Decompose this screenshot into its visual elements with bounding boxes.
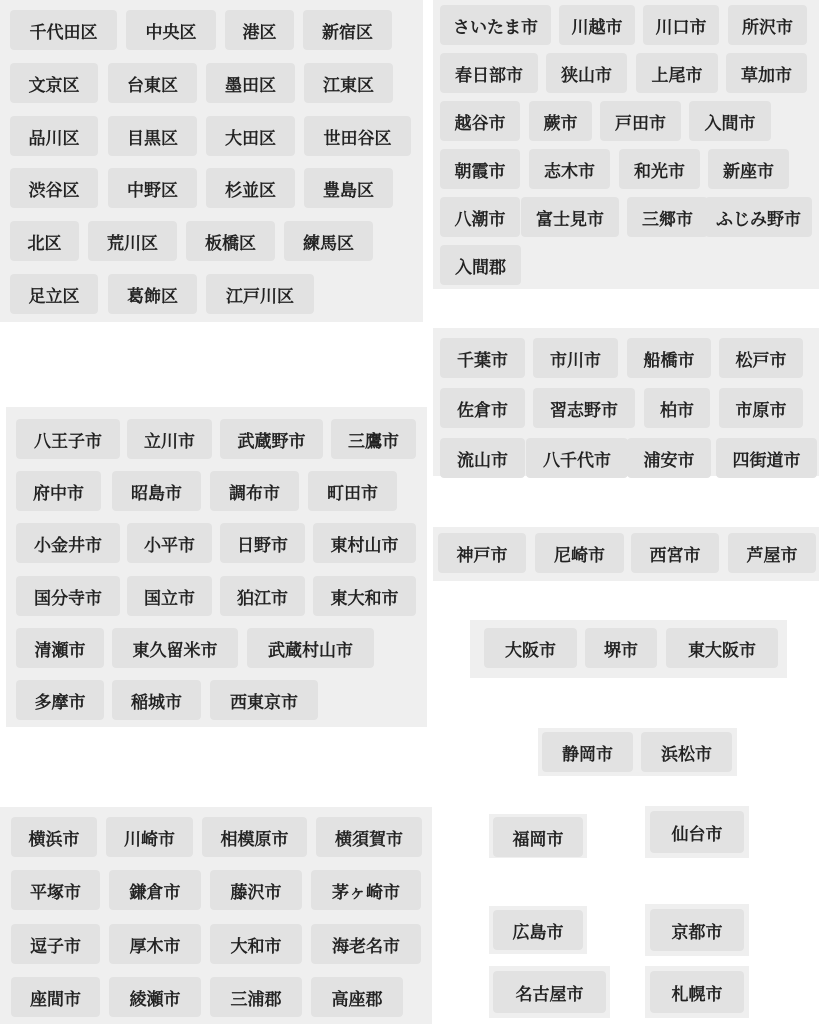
tag-yashio[interactable]: 八潮市 <box>440 197 520 237</box>
tag-koganei[interactable]: 小金井市 <box>16 523 120 563</box>
tag-sapporo[interactable]: 札幌市 <box>650 971 744 1013</box>
tag-setagaya[interactable]: 世田谷区 <box>304 116 411 156</box>
tag-toshima[interactable]: 豊島区 <box>304 168 393 208</box>
tag-kokubunji[interactable]: 国分寺市 <box>16 576 120 616</box>
nagoya-panel <box>489 966 610 1018</box>
tag-narashino[interactable]: 習志野市 <box>533 388 635 428</box>
tag-koto[interactable]: 江東区 <box>304 63 393 103</box>
tag-chofu[interactable]: 調布市 <box>210 471 299 511</box>
tag-ageo[interactable]: 上尾市 <box>636 53 718 93</box>
tag-fujimino[interactable]: ふじみ野市 <box>705 197 812 237</box>
tag-sagamihara[interactable]: 相模原市 <box>202 817 307 857</box>
tag-musashino[interactable]: 武蔵野市 <box>220 419 323 459</box>
tag-kodaira[interactable]: 小平市 <box>127 523 212 563</box>
tag-higashiosaka[interactable]: 東大阪市 <box>666 628 778 668</box>
saitama-panel <box>433 0 819 289</box>
tag-chiyoda[interactable]: 千代田区 <box>10 10 117 50</box>
tag-matsudo[interactable]: 松戸市 <box>719 338 803 378</box>
tag-higashimurayama[interactable]: 東村山市 <box>313 523 416 563</box>
tag-sakai[interactable]: 堺市 <box>585 628 657 668</box>
tag-yokohama[interactable]: 横浜市 <box>11 817 97 857</box>
tag-niiza[interactable]: 新座市 <box>708 149 789 189</box>
osaka-panel <box>470 620 787 678</box>
tag-kita[interactable]: 北区 <box>10 221 79 261</box>
tag-arakawa[interactable]: 荒川区 <box>88 221 177 261</box>
tag-yachiyo[interactable]: 八千代市 <box>526 438 628 478</box>
tag-amagasaki[interactable]: 尼崎市 <box>535 533 624 573</box>
tag-zushi[interactable]: 逗子市 <box>11 924 100 964</box>
tag-ota[interactable]: 大田区 <box>206 116 295 156</box>
tag-kyoto[interactable]: 京都市 <box>650 909 744 951</box>
tag-ashiya[interactable]: 芦屋市 <box>728 533 816 573</box>
tag-musashimurayama[interactable]: 武蔵村山市 <box>247 628 374 668</box>
tag-tokorozawa[interactable]: 所沢市 <box>728 5 807 45</box>
tag-toda[interactable]: 戸田市 <box>600 101 681 141</box>
tag-edogawa[interactable]: 江戸川区 <box>206 274 314 314</box>
tag-miura-gun[interactable]: 三浦郡 <box>210 977 302 1017</box>
tag-minato[interactable]: 港区 <box>225 10 294 50</box>
shizuoka-panel <box>538 728 737 776</box>
tag-wako[interactable]: 和光市 <box>619 149 700 189</box>
tag-taito[interactable]: 台東区 <box>108 63 197 103</box>
tag-kamakura[interactable]: 鎌倉市 <box>109 870 201 910</box>
tag-tachikawa[interactable]: 立川市 <box>127 419 212 459</box>
sendai-panel <box>645 806 749 858</box>
tag-fujisawa[interactable]: 藤沢市 <box>210 870 302 910</box>
chiba-panel <box>433 328 819 476</box>
tag-warabi[interactable]: 蕨市 <box>529 101 592 141</box>
tag-higashikurume[interactable]: 東久留米市 <box>112 628 238 668</box>
tag-atsugi[interactable]: 厚木市 <box>109 924 201 964</box>
tag-misato[interactable]: 三郷市 <box>627 197 708 237</box>
tag-hiroshima[interactable]: 広島市 <box>493 910 583 950</box>
tag-sayama[interactable]: 狭山市 <box>546 53 627 93</box>
tag-higashiyamato[interactable]: 東大和市 <box>313 576 416 616</box>
tag-ebina[interactable]: 海老名市 <box>311 924 421 964</box>
tag-sakura[interactable]: 佐倉市 <box>440 388 525 428</box>
tag-mitaka[interactable]: 三鷹市 <box>331 419 416 459</box>
tag-kawasaki[interactable]: 川崎市 <box>106 817 193 857</box>
tag-nerima[interactable]: 練馬区 <box>284 221 373 261</box>
tag-osaka[interactable]: 大阪市 <box>484 628 577 668</box>
tag-koza-gun[interactable]: 高座郡 <box>311 977 403 1017</box>
tag-yotsukaido[interactable]: 四街道市 <box>716 438 817 478</box>
tag-chuo[interactable]: 中央区 <box>126 10 216 50</box>
tag-komae[interactable]: 狛江市 <box>220 576 305 616</box>
tag-kobe[interactable]: 神戸市 <box>438 533 526 573</box>
tag-nakano[interactable]: 中野区 <box>108 168 197 208</box>
tag-hamamatsu[interactable]: 浜松市 <box>641 732 732 772</box>
tag-hiratsuka[interactable]: 平塚市 <box>11 870 100 910</box>
tag-ayase[interactable]: 綾瀬市 <box>109 977 201 1017</box>
tag-sendai[interactable]: 仙台市 <box>650 811 744 853</box>
tag-itabashi[interactable]: 板橋区 <box>186 221 275 261</box>
tag-chiba[interactable]: 千葉市 <box>440 338 525 378</box>
tag-nagoya[interactable]: 名古屋市 <box>493 971 606 1013</box>
tag-iruma-gun[interactable]: 入間郡 <box>440 245 521 285</box>
tag-nishitokyo[interactable]: 西東京市 <box>210 680 318 720</box>
tag-hino[interactable]: 日野市 <box>220 523 305 563</box>
tag-suginami[interactable]: 杉並区 <box>206 168 295 208</box>
tag-ichihara[interactable]: 市原市 <box>719 388 803 428</box>
tag-yokosuka[interactable]: 横須賀市 <box>316 817 422 857</box>
tag-sumida[interactable]: 墨田区 <box>206 63 295 103</box>
tag-fukuoka[interactable]: 福岡市 <box>493 817 583 857</box>
tag-nishinomiya[interactable]: 西宮市 <box>631 533 719 573</box>
tag-tama[interactable]: 多摩市 <box>16 680 104 720</box>
tag-yamato[interactable]: 大和市 <box>210 924 302 964</box>
tag-katsushika[interactable]: 葛飾区 <box>108 274 197 314</box>
tag-akishima[interactable]: 昭島市 <box>112 471 201 511</box>
tag-kiyose[interactable]: 清瀬市 <box>16 628 104 668</box>
tag-funabashi[interactable]: 船橋市 <box>627 338 711 378</box>
tag-saitama[interactable]: さいたま市 <box>440 5 551 45</box>
tokyo-tama-panel <box>6 407 427 727</box>
tag-bunkyo[interactable]: 文京区 <box>10 63 98 103</box>
tag-nagareyama[interactable]: 流山市 <box>440 438 525 478</box>
tag-ichikawa[interactable]: 市川市 <box>533 338 618 378</box>
tag-kashiwa[interactable]: 柏市 <box>644 388 710 428</box>
tag-inagi[interactable]: 稲城市 <box>112 680 201 720</box>
tag-soka[interactable]: 草加市 <box>726 53 807 93</box>
tag-machida[interactable]: 町田市 <box>308 471 397 511</box>
tag-chigasaki[interactable]: 茅ヶ崎市 <box>311 870 421 910</box>
tag-shinjuku[interactable]: 新宿区 <box>303 10 392 50</box>
tag-hachioji[interactable]: 八王子市 <box>16 419 120 459</box>
tag-fujimi[interactable]: 富士見市 <box>521 197 619 237</box>
tag-koshigaya[interactable]: 越谷市 <box>440 101 520 141</box>
tag-shizuoka[interactable]: 静岡市 <box>542 732 633 772</box>
tokyo-wards-panel <box>0 0 423 322</box>
hyogo-panel <box>433 527 819 581</box>
tag-kawaguchi[interactable]: 川口市 <box>643 5 719 45</box>
fukuoka-panel <box>489 814 587 858</box>
tag-fuchu[interactable]: 府中市 <box>16 471 101 511</box>
kyoto-panel <box>645 904 749 956</box>
tag-kunitachi[interactable]: 国立市 <box>127 576 212 616</box>
kanagawa-panel <box>0 807 432 1024</box>
tag-shiki[interactable]: 志木市 <box>529 149 610 189</box>
tag-iruma[interactable]: 入間市 <box>689 101 771 141</box>
tag-kawagoe[interactable]: 川越市 <box>559 5 635 45</box>
tag-meguro[interactable]: 目黒区 <box>108 116 197 156</box>
tag-shibuya[interactable]: 渋谷区 <box>10 168 98 208</box>
tag-kasukabe[interactable]: 春日部市 <box>440 53 538 93</box>
tag-adachi[interactable]: 足立区 <box>10 274 98 314</box>
tag-asaka[interactable]: 朝霞市 <box>440 149 520 189</box>
sapporo-panel <box>645 966 749 1018</box>
tag-zama[interactable]: 座間市 <box>11 977 100 1017</box>
tag-urayasu[interactable]: 浦安市 <box>627 438 711 478</box>
tag-shinagawa[interactable]: 品川区 <box>10 116 98 156</box>
hiroshima-panel <box>489 906 587 954</box>
